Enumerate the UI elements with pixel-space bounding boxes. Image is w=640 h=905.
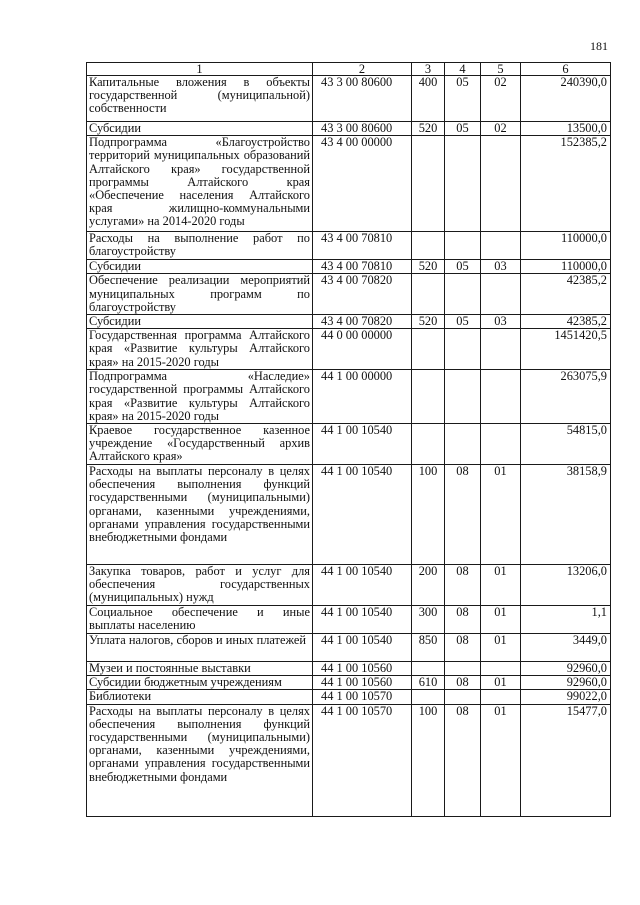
row-subsection: 01 xyxy=(481,676,521,690)
row-amount: 152385,2 xyxy=(521,136,611,232)
row-code: 44 1 00 10570 xyxy=(313,690,412,704)
row-expense-type: 610 xyxy=(412,676,445,690)
row-expense-type: 520 xyxy=(412,260,445,274)
table-row xyxy=(87,260,611,274)
row-name: Субсидии xyxy=(87,122,313,136)
row-section: 08 xyxy=(445,606,481,634)
row-amount: 38158,9 xyxy=(521,465,611,565)
row-section xyxy=(445,662,481,676)
row-code: 44 0 00 00000 xyxy=(313,329,412,370)
table-body xyxy=(87,76,611,817)
table-row xyxy=(87,634,611,662)
row-amount: 99022,0 xyxy=(521,690,611,704)
row-subsection xyxy=(481,136,521,232)
row-amount: 92960,0 xyxy=(521,662,611,676)
row-name: Уплата налогов, сборов и иных платежей xyxy=(87,634,313,662)
row-code: 44 1 00 10570 xyxy=(313,704,412,816)
row-section: 05 xyxy=(445,122,481,136)
row-name: Закупка товаров, работ и услуг для обеспечения государственных (муниципальных) нужд xyxy=(87,565,313,606)
page-number: 181 xyxy=(590,39,608,53)
row-expense-type xyxy=(412,232,445,260)
row-name: Капитальные вложения в объекты государственной (муниципальной) собственности xyxy=(87,76,313,122)
row-code: 43 4 00 70820 xyxy=(313,274,412,315)
row-amount: 92960,0 xyxy=(521,676,611,690)
table-row xyxy=(87,76,611,122)
column-number: 3 xyxy=(412,63,445,76)
row-expense-type: 400 xyxy=(412,76,445,122)
column-number: 4 xyxy=(445,63,481,76)
row-expense-type: 520 xyxy=(412,122,445,136)
row-section xyxy=(445,370,481,424)
row-amount: 110000,0 xyxy=(521,260,611,274)
row-expense-type xyxy=(412,329,445,370)
row-subsection: 02 xyxy=(481,122,521,136)
table-row xyxy=(87,424,611,465)
row-expense-type: 200 xyxy=(412,565,445,606)
row-amount: 110000,0 xyxy=(521,232,611,260)
row-name: Субсидии xyxy=(87,315,313,329)
row-amount: 13500,0 xyxy=(521,122,611,136)
row-code: 43 4 00 70810 xyxy=(313,260,412,274)
row-code: 44 1 00 10560 xyxy=(313,662,412,676)
row-code: 44 1 00 10540 xyxy=(313,606,412,634)
table-row xyxy=(87,329,611,370)
row-expense-type xyxy=(412,136,445,232)
row-section xyxy=(445,232,481,260)
table-row xyxy=(87,465,611,565)
row-subsection: 01 xyxy=(481,704,521,816)
table-row xyxy=(87,690,611,704)
row-code: 43 3 00 80600 xyxy=(313,76,412,122)
row-name: Подпрограмма «Наследие» государственной программы Алтайского края «Развитие культуры Алтайского края» на 2015-2020 годы xyxy=(87,370,313,424)
row-subsection: 01 xyxy=(481,565,521,606)
row-code: 44 1 00 10540 xyxy=(313,465,412,565)
row-section: 05 xyxy=(445,315,481,329)
row-expense-type: 850 xyxy=(412,634,445,662)
row-section: 08 xyxy=(445,465,481,565)
row-amount: 240390,0 xyxy=(521,76,611,122)
row-code: 43 4 00 00000 xyxy=(313,136,412,232)
row-code: 44 1 00 00000 xyxy=(313,370,412,424)
row-code: 44 1 00 10540 xyxy=(313,424,412,465)
row-amount: 1451420,5 xyxy=(521,329,611,370)
row-section xyxy=(445,136,481,232)
row-subsection xyxy=(481,232,521,260)
row-amount: 15477,0 xyxy=(521,704,611,816)
row-expense-type: 300 xyxy=(412,606,445,634)
row-subsection: 03 xyxy=(481,315,521,329)
row-name: Подпрограмма «Благоустройство территорий муниципальных образований Алтайского края» государственной программы Алтайского края «Обеспечение населения Алтайского края жилищно-коммунальными услугами» на 2014-2020 годы xyxy=(87,136,313,232)
row-name: Расходы на выплаты персоналу в целях обеспечения выполнения функций государственными (муниципальными) органами, казенными учреждениями, органами управления государственными внебюджетными фондами xyxy=(87,704,313,816)
row-name: Краевое государственное казенное учреждение «Государственный архив Алтайского края» xyxy=(87,424,313,465)
row-code: 43 3 00 80600 xyxy=(313,122,412,136)
row-subsection xyxy=(481,274,521,315)
row-name: Социальное обеспечение и иные выплаты населению xyxy=(87,606,313,634)
row-amount: 54815,0 xyxy=(521,424,611,465)
table-row xyxy=(87,136,611,232)
table-row xyxy=(87,370,611,424)
row-subsection: 01 xyxy=(481,634,521,662)
table-row xyxy=(87,676,611,690)
row-name: Субсидии бюджетным учреждениям xyxy=(87,676,313,690)
row-name: Обеспечение реализации мероприятий муниципальных программ по благоустройству xyxy=(87,274,313,315)
row-subsection xyxy=(481,690,521,704)
table-row xyxy=(87,662,611,676)
row-section: 08 xyxy=(445,565,481,606)
row-name: Музеи и постоянные выставки xyxy=(87,662,313,676)
row-code: 44 1 00 10540 xyxy=(313,565,412,606)
row-section xyxy=(445,329,481,370)
table-row xyxy=(87,122,611,136)
row-section xyxy=(445,424,481,465)
row-expense-type: 100 xyxy=(412,465,445,565)
row-name: Субсидии xyxy=(87,260,313,274)
row-amount: 263075,9 xyxy=(521,370,611,424)
row-code: 43 4 00 70810 xyxy=(313,232,412,260)
row-subsection: 01 xyxy=(481,465,521,565)
row-subsection: 03 xyxy=(481,260,521,274)
row-expense-type xyxy=(412,662,445,676)
row-subsection xyxy=(481,424,521,465)
row-subsection xyxy=(481,662,521,676)
row-expense-type xyxy=(412,370,445,424)
table-row xyxy=(87,565,611,606)
table-row xyxy=(87,606,611,634)
row-subsection: 02 xyxy=(481,76,521,122)
row-name: Государственная программа Алтайского края «Развитие культуры Алтайского края» на 2015-2020 годы xyxy=(87,329,313,370)
row-subsection xyxy=(481,329,521,370)
row-expense-type xyxy=(412,274,445,315)
row-expense-type: 100 xyxy=(412,704,445,816)
row-section: 05 xyxy=(445,260,481,274)
budget-table xyxy=(86,62,611,817)
table-row xyxy=(87,274,611,315)
column-number: 1 xyxy=(87,63,313,76)
column-number-row xyxy=(87,63,611,76)
row-name: Расходы на выплаты персоналу в целях обеспечения выполнения функций государственными (муниципальными) органами, казенными учреждениями, органами управления государственными внебюджетными фондами xyxy=(87,465,313,565)
row-code: 44 1 00 10560 xyxy=(313,676,412,690)
row-code: 44 1 00 10540 xyxy=(313,634,412,662)
row-amount: 1,1 xyxy=(521,606,611,634)
row-expense-type xyxy=(412,424,445,465)
row-amount: 3449,0 xyxy=(521,634,611,662)
row-code: 43 4 00 70820 xyxy=(313,315,412,329)
column-number: 5 xyxy=(481,63,521,76)
table-row xyxy=(87,232,611,260)
row-amount: 42385,2 xyxy=(521,315,611,329)
row-amount: 42385,2 xyxy=(521,274,611,315)
row-section: 08 xyxy=(445,676,481,690)
row-subsection: 01 xyxy=(481,606,521,634)
row-section: 05 xyxy=(445,76,481,122)
table-row xyxy=(87,315,611,329)
column-number: 6 xyxy=(521,63,611,76)
row-section xyxy=(445,690,481,704)
row-name: Расходы на выполнение работ по благоустройству xyxy=(87,232,313,260)
row-subsection xyxy=(481,370,521,424)
row-name: Библиотеки xyxy=(87,690,313,704)
row-section: 08 xyxy=(445,634,481,662)
row-section xyxy=(445,274,481,315)
row-amount: 13206,0 xyxy=(521,565,611,606)
row-expense-type: 520 xyxy=(412,315,445,329)
row-section: 08 xyxy=(445,704,481,816)
row-expense-type xyxy=(412,690,445,704)
column-number: 2 xyxy=(313,63,412,76)
table-row xyxy=(87,704,611,816)
